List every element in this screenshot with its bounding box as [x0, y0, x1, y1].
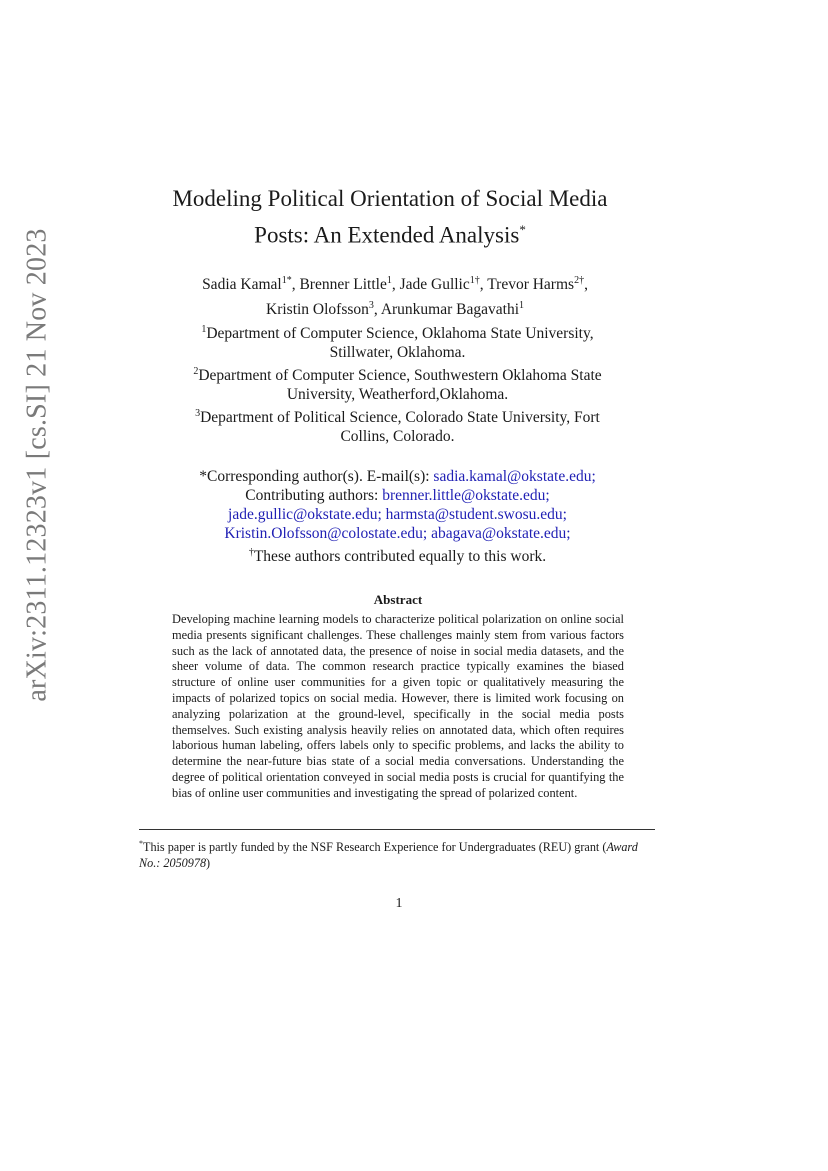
- footnote-divider: [139, 829, 655, 830]
- affiliation-number: 2: [193, 366, 199, 378]
- email-link-olofsson[interactable]: Kristin.Olofsson@colostate.edu;: [224, 525, 428, 542]
- equal-contribution-text: These authors contributed equally to this work.: [253, 548, 547, 566]
- author-name: Jade Gullic: [399, 276, 470, 294]
- contributing-authors-line: [150, 486, 645, 505]
- author-affiliation-mark: 1†: [469, 275, 480, 286]
- email-link-gullic[interactable]: jade.gullic@okstate.edu;: [228, 506, 382, 523]
- footnote-text: This paper is partly funded by the NSF Research Experience for Undergraduates (REU) grant (: [143, 840, 607, 855]
- affiliation-number: 1: [201, 324, 207, 335]
- title-line-2: [140, 214, 640, 251]
- abstract-heading: Abstract: [373, 592, 423, 607]
- affiliation-item: [160, 320, 635, 362]
- author-name: Arunkumar Bagavathi: [380, 301, 519, 319]
- author-name: Brenner Little: [299, 276, 387, 294]
- author-name: Sadia Kamal: [202, 276, 282, 294]
- author-affiliation-mark: 1: [519, 300, 524, 312]
- paper-title: [140, 183, 640, 251]
- corresponding-author-line: [150, 467, 645, 486]
- author-list: [130, 270, 660, 320]
- dagger-mark: †: [248, 547, 254, 558]
- arxiv-identifier-text: arXiv:2311.12323v1 [cs.SI] 21 Nov 2023: [22, 228, 53, 702]
- footnote-mark: *: [139, 839, 143, 848]
- corresponding-label: *Corresponding author(s). E-mail(s):: [199, 468, 434, 485]
- title-line-2-text: Posts: An Extended Analysis: [254, 222, 520, 248]
- author-line-1: Sadia Kamal$^{1*}$, Brenner Little$^1$, Jade Gullic$^{1\dagger}$, Trevor Harms$^{2\dagger}$,: [202, 275, 588, 294]
- affiliation-line: Department of Political Science, Colorado State University, Fort: [200, 409, 600, 427]
- author-affiliation-mark: 2†: [574, 275, 585, 286]
- email-link-kamal[interactable]: sadia.kamal@okstate.edu;: [433, 468, 596, 485]
- author-name: Trevor Harms: [487, 276, 575, 294]
- contributing-emails-line: [150, 524, 645, 543]
- author-affiliation-mark: 3: [368, 300, 374, 312]
- affiliation-line: University, Weatherford,Oklahoma.: [286, 386, 509, 404]
- contact-block: [150, 467, 645, 566]
- affiliation-line: Collins, Colorado.: [340, 428, 455, 446]
- title-line-1: Modeling Political Orientation of Social Media: [172, 186, 608, 211]
- email-link-harms[interactable]: harmsta@student.swosu.edu;: [385, 506, 567, 523]
- contributing-label: Contributing authors:: [245, 487, 383, 504]
- award-number: Award No.: 2050978: [139, 840, 638, 871]
- author-name: Kristin Olofsson: [266, 301, 369, 319]
- abstract-body: Developing machine learning models to characterize political polarization on online social media presents significant challenges. These challenges mainly stem from various factors such as the lack of annotated data, the presence of noise in social media datasets, and the sheer volume of data. The common research practice typically examines the biased structure of online user communities for a given topic or qualitatively measuring the impacts of polarized topics on social media. However, there is limited work focusing on analyzing polarization at the ground-level, specifically in the social media posts themselves. Such existing analysis heavily relies on annotated data, which often requires laborious human labeling, offers labels only to specific problems, and lacks the ability to determine the near-future bias state of a social media conversations. Understanding the degree of political orientation conveyed in social media posts is crucial for quantifying the bias of online user communities and investigating the spread of polarized content.: [172, 612, 624, 800]
- affiliation-item: [160, 362, 635, 404]
- page-number: 1: [395, 896, 403, 911]
- email-link-little[interactable]: brenner.little@okstate.edu;: [382, 487, 550, 504]
- affiliation-line: Department of Computer Science, Southwestern Oklahoma State: [198, 367, 602, 385]
- arxiv-side-identifier: [20, 85, 56, 845]
- author-affiliation-mark: 1*: [281, 275, 292, 286]
- affiliation-line: Stillwater, Oklahoma.: [329, 344, 466, 362]
- author-affiliation-mark: 1: [386, 275, 392, 286]
- equal-contribution-note: [150, 543, 645, 566]
- affiliation-number: 3: [195, 408, 201, 420]
- funding-footnote: *This paper is partly funded by the NSF Research Experience for Undergraduates (REU) grant (Award No.: 2050978): [139, 839, 638, 871]
- author-line-2: Kristin Olofsson$^3$, Arunkumar Bagavathi$^1$: [266, 300, 524, 319]
- affiliations: [160, 320, 635, 446]
- email-link-bagavathi[interactable]: abagava@okstate.edu;: [431, 525, 571, 542]
- affiliation-item: [160, 404, 635, 446]
- contributing-emails-line: [150, 505, 645, 524]
- affiliation-line: Department of Computer Science, Oklahoma State University,: [206, 325, 594, 343]
- title-footnote-mark: *: [519, 222, 526, 237]
